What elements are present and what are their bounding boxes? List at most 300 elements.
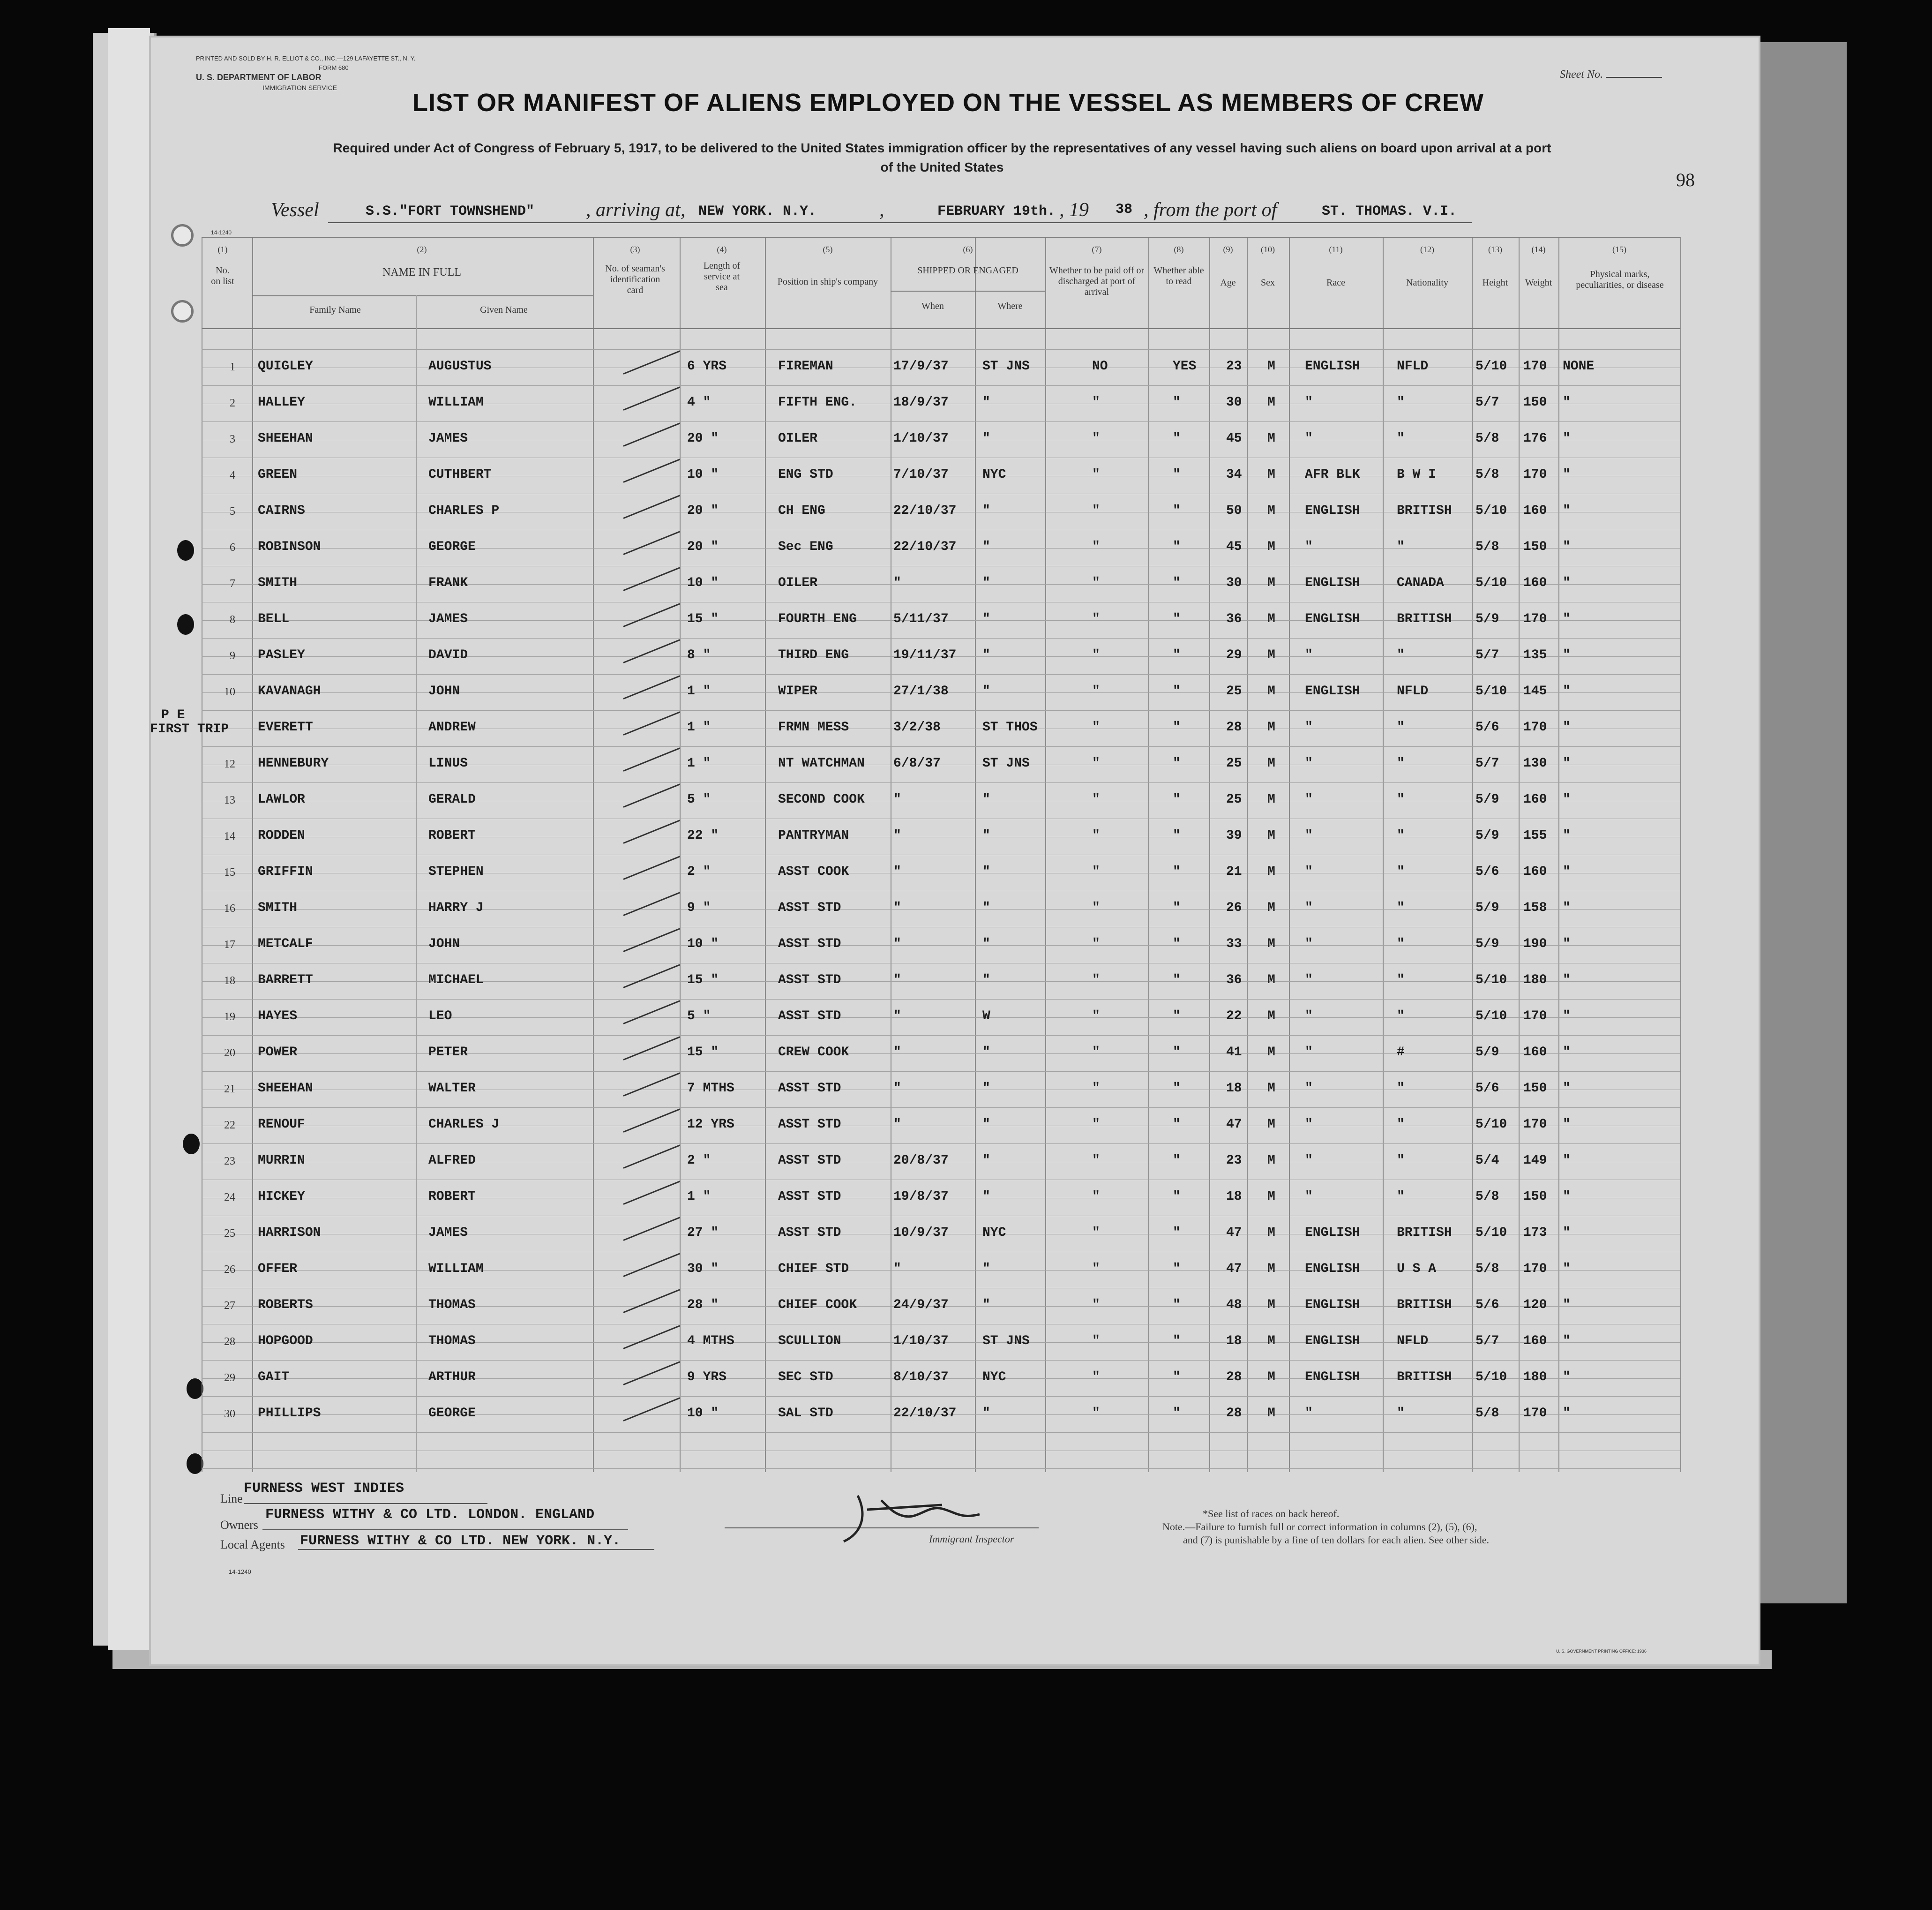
cell-age: 25 <box>1226 684 1242 699</box>
cell-where: NYC <box>982 1370 1006 1384</box>
cell-position: FRMN MESS <box>778 720 849 735</box>
cell-where: " <box>982 540 990 554</box>
cell-height: 5/10 <box>1475 576 1507 590</box>
cell-service: 5 " <box>687 1009 711 1023</box>
cell-age: 25 <box>1226 792 1242 807</box>
col8-num: (8) <box>1174 245 1184 254</box>
grid-rule-line <box>202 674 1680 675</box>
cell-family: EVERETT <box>258 720 313 735</box>
cell-family: HARRISON <box>258 1226 321 1240</box>
cell-when: 1/10/37 <box>893 431 949 446</box>
cell-paid: " <box>1092 467 1100 482</box>
grid-rule-line <box>202 1143 1680 1144</box>
cell-weight: 145 <box>1523 684 1547 699</box>
cell-paid: " <box>1092 1406 1100 1421</box>
cell-nationality: CANADA <box>1397 576 1444 590</box>
col2-num: (2) <box>417 245 427 254</box>
cell-marks: " <box>1563 467 1571 482</box>
cell-weight: 160 <box>1523 792 1547 807</box>
cell-where: " <box>982 648 990 662</box>
cell-read: " <box>1173 1370 1181 1384</box>
cell-weight: 180 <box>1523 973 1547 987</box>
form-code-top: 14-1240 <box>211 229 232 236</box>
cell-family: HALLEY <box>258 395 305 410</box>
owners-value: FURNESS WITHY & CO LTD. LONDON. ENGLAND <box>265 1507 595 1523</box>
cell-race: " <box>1305 1189 1313 1204</box>
cell-marks: " <box>1563 504 1571 518</box>
cell-sex: M <box>1267 1406 1275 1421</box>
cell-given: ANDREW <box>428 720 476 735</box>
cell-weight: 150 <box>1523 540 1547 554</box>
col4-num: (4) <box>717 245 727 254</box>
cell-family: OFFER <box>258 1262 298 1276</box>
cell-family: BARRETT <box>258 973 313 987</box>
cell-given: PETER <box>428 1045 468 1060</box>
cell-when: " <box>893 1262 901 1276</box>
row-number: 14 <box>224 830 235 842</box>
row-number: 21 <box>224 1083 235 1095</box>
cell-sex: M <box>1267 1226 1275 1240</box>
cell-weight: 150 <box>1523 395 1547 410</box>
cell-age: 26 <box>1226 901 1242 915</box>
cell-sex: M <box>1267 1117 1275 1132</box>
cell-service: 7 MTHS <box>687 1081 734 1096</box>
cell-sex: M <box>1267 1009 1275 1023</box>
cell-height: 5/9 <box>1475 792 1499 807</box>
row-number: 19 <box>224 1011 235 1023</box>
cell-where: " <box>982 1189 990 1204</box>
cell-family: SHEEHAN <box>258 431 313 446</box>
cell-age: 50 <box>1226 504 1242 518</box>
cell-read: " <box>1173 1045 1181 1060</box>
cell-given: JAMES <box>428 431 468 446</box>
manifest-subtitle <box>262 139 1622 177</box>
agents-value: FURNESS WITHY & CO LTD. NEW YORK. N.Y. <box>300 1533 621 1549</box>
cell-marks: " <box>1563 431 1571 446</box>
row-number: 18 <box>224 975 235 987</box>
cell-nationality: " <box>1397 865 1405 879</box>
cell-sex: M <box>1267 648 1275 662</box>
grid-rule-line <box>202 1432 1680 1433</box>
cell-read: " <box>1173 937 1181 951</box>
cell-sex: M <box>1267 937 1275 951</box>
cell-where: " <box>982 576 990 590</box>
cell-family: GREEN <box>258 467 298 482</box>
cell-service: 9 YRS <box>687 1370 727 1384</box>
cell-age: 41 <box>1226 1045 1242 1060</box>
cell-service: 15 " <box>687 1045 719 1060</box>
cell-when: " <box>893 1081 901 1096</box>
cell-paid: " <box>1092 1045 1100 1060</box>
cell-where: " <box>982 1406 990 1421</box>
cell-race: " <box>1305 1045 1313 1060</box>
cell-height: 5/8 <box>1475 467 1499 482</box>
cell-where: NYC <box>982 1226 1006 1240</box>
grid-rule-line <box>202 1017 1680 1018</box>
cell-service: 1 " <box>687 720 711 735</box>
cell-sex: M <box>1267 684 1275 699</box>
cell-height: 5/10 <box>1475 1370 1507 1384</box>
cell-paid: " <box>1092 828 1100 843</box>
col14-num: (14) <box>1531 245 1546 254</box>
cell-marks: " <box>1563 1117 1571 1132</box>
cell-sex: M <box>1267 540 1275 554</box>
cell-family: KAVANAGH <box>258 684 321 699</box>
col9-label: Age <box>1220 278 1236 288</box>
cell-marks: " <box>1563 1406 1571 1421</box>
cell-read: " <box>1173 576 1181 590</box>
cell-read: " <box>1173 395 1181 410</box>
sheet-no-text: Sheet No. <box>1560 68 1603 81</box>
col15-label: Physical marks, peculiarities, or disease <box>1576 269 1664 290</box>
cell-height: 5/9 <box>1475 901 1499 915</box>
cell-given: JOHN <box>428 937 460 951</box>
cell-service: 9 " <box>687 901 711 915</box>
cell-paid: " <box>1092 720 1100 735</box>
cell-where: " <box>982 792 990 807</box>
cell-paid: " <box>1092 792 1100 807</box>
cell-height: 5/7 <box>1475 1334 1499 1348</box>
cell-given: FRANK <box>428 576 468 590</box>
row-number: 23 <box>224 1155 235 1167</box>
cell-service: 1 " <box>687 1189 711 1204</box>
cell-read: " <box>1173 1334 1181 1348</box>
row-number: 5 <box>230 505 235 518</box>
cell-family: BELL <box>258 612 290 626</box>
cell-weight: 160 <box>1523 1334 1547 1348</box>
cell-paid: " <box>1092 612 1100 626</box>
subtitle-line-2: of the United States <box>880 159 1004 174</box>
cell-age: 47 <box>1226 1117 1242 1132</box>
cell-age: 48 <box>1226 1298 1242 1312</box>
cell-age: 23 <box>1226 359 1242 374</box>
row-number: 6 <box>230 541 235 554</box>
cell-position: ASST COOK <box>778 865 849 879</box>
grid-rule-line <box>202 945 1680 946</box>
cell-given: ROBERT <box>428 828 476 843</box>
punch-hole-2 <box>177 614 194 635</box>
cell-sex: M <box>1267 720 1275 735</box>
cell-family: RODDEN <box>258 828 305 843</box>
cell-when: " <box>893 1045 901 1060</box>
cell-paid: " <box>1092 395 1100 410</box>
cell-height: 5/10 <box>1475 684 1507 699</box>
cell-weight: 130 <box>1523 756 1547 771</box>
cell-position: THIRD ENG <box>778 648 849 662</box>
cell-when: " <box>893 973 901 987</box>
cell-marks: " <box>1563 1226 1571 1240</box>
vessel-label: Vessel <box>271 199 319 221</box>
cell-family: HENNEBURY <box>258 756 329 771</box>
cell-service: 2 " <box>687 1153 711 1168</box>
grid-vertical-line <box>1680 237 1681 1472</box>
row-number: 22 <box>224 1119 235 1131</box>
cell-nationality: " <box>1397 648 1405 662</box>
row-number: 25 <box>224 1227 235 1240</box>
cell-age: 21 <box>1226 865 1242 879</box>
cell-race: " <box>1305 1153 1313 1168</box>
cell-where: " <box>982 937 990 951</box>
cell-weight: 160 <box>1523 1045 1547 1060</box>
cell-where: " <box>982 1081 990 1096</box>
cell-race: " <box>1305 1406 1313 1421</box>
cell-when: 20/8/37 <box>893 1153 949 1168</box>
cell-nationality: BRITISH <box>1397 612 1452 626</box>
grid-rule-line <box>202 1360 1680 1361</box>
cell-marks: " <box>1563 865 1571 879</box>
cell-read: " <box>1173 792 1181 807</box>
cell-marks: " <box>1563 1298 1571 1312</box>
grid-rule-line <box>202 999 1680 1000</box>
cell-weight: 160 <box>1523 576 1547 590</box>
row-number: 10 <box>224 686 235 698</box>
cell-height: 5/6 <box>1475 865 1499 879</box>
cell-when: " <box>893 901 901 915</box>
cell-weight: 170 <box>1523 359 1547 374</box>
cell-height: 5/7 <box>1475 648 1499 662</box>
col1-label: No. on list <box>211 265 234 286</box>
cell-height: 5/9 <box>1475 1045 1499 1060</box>
cell-family: GAIT <box>258 1370 290 1384</box>
cell-nationality: " <box>1397 1117 1405 1132</box>
cell-service: 10 " <box>687 937 719 951</box>
cell-age: 18 <box>1226 1189 1242 1204</box>
cell-height: 5/10 <box>1475 1117 1507 1132</box>
grid-rule-line <box>202 746 1680 747</box>
cell-age: 28 <box>1226 1406 1242 1421</box>
owners-label: Owners <box>220 1518 258 1532</box>
cell-read: " <box>1173 648 1181 662</box>
cell-position: ASST STD <box>778 937 841 951</box>
cell-service: 10 " <box>687 576 719 590</box>
cell-race: ENGLISH <box>1305 1298 1360 1312</box>
grid-rule-line <box>202 1071 1680 1072</box>
cell-position: OILER <box>778 576 818 590</box>
grid-header-line <box>202 328 1680 329</box>
inspector-label: Immigrant Inspector <box>929 1533 1014 1545</box>
row-number: 28 <box>224 1336 235 1348</box>
cell-nationality: " <box>1397 973 1405 987</box>
cell-family: MURRIN <box>258 1153 305 1168</box>
cell-position: PANTRYMAN <box>778 828 849 843</box>
grid-rule-line <box>202 782 1680 783</box>
cell-marks: " <box>1563 1334 1571 1348</box>
cell-marks: " <box>1563 1081 1571 1096</box>
cell-position: Sec ENG <box>778 540 833 554</box>
cell-where: ST JNS <box>982 756 1030 771</box>
grid-rule-line <box>202 1053 1680 1054</box>
year-suffix: 38 <box>1116 202 1133 218</box>
cell-read: " <box>1173 467 1181 482</box>
cell-when: 7/10/37 <box>893 467 949 482</box>
cell-nationality: BRITISH <box>1397 1226 1452 1240</box>
from-label: , from the port of <box>1144 199 1277 221</box>
cell-marks: " <box>1563 1189 1571 1204</box>
col3-label: No. of seaman's identification card <box>605 263 665 295</box>
cell-age: 36 <box>1226 973 1242 987</box>
cell-where: ST JNS <box>982 1334 1030 1348</box>
cell-when: " <box>893 792 901 807</box>
col2-label: NAME IN FULL <box>382 266 461 278</box>
cell-given: GEORGE <box>428 540 476 554</box>
col4-label: Length of service at sea <box>703 261 741 293</box>
grid-rule-line <box>202 1035 1680 1036</box>
cell-height: 5/9 <box>1475 937 1499 951</box>
cell-read: " <box>1173 1262 1181 1276</box>
cell-when: " <box>893 1009 901 1023</box>
col7-label: Whether to be paid off or discharged at port of arrival <box>1049 265 1145 297</box>
cell-weight: 120 <box>1523 1298 1547 1312</box>
cell-paid: " <box>1092 1370 1100 1384</box>
cell-race: " <box>1305 720 1313 735</box>
cell-age: 22 <box>1226 1009 1242 1023</box>
form-number: FORM 680 <box>319 64 349 71</box>
row-number: 7 <box>230 578 235 590</box>
cell-where: " <box>982 1262 990 1276</box>
col7-num: (7) <box>1092 245 1102 254</box>
cell-when: 5/11/37 <box>893 612 949 626</box>
cell-nationality: BRITISH <box>1397 1370 1452 1384</box>
cell-paid: " <box>1092 1081 1100 1096</box>
cell-paid: " <box>1092 1009 1100 1023</box>
row-number: 9 <box>230 650 235 662</box>
grid-rule-line <box>202 1468 1680 1469</box>
cell-position: SAL STD <box>778 1406 833 1421</box>
cell-when: 22/10/37 <box>893 540 957 554</box>
vessel-line-rule <box>328 222 1472 223</box>
cell-given: ROBERT <box>428 1189 476 1204</box>
cell-height: 5/10 <box>1475 504 1507 518</box>
row-number: 17 <box>224 939 235 951</box>
cell-paid: " <box>1092 937 1100 951</box>
cell-paid: " <box>1092 431 1100 446</box>
cell-race: " <box>1305 792 1313 807</box>
cell-position: ASST STD <box>778 1153 841 1168</box>
cell-family: ROBERTS <box>258 1298 313 1312</box>
cell-nationality: " <box>1397 901 1405 915</box>
cell-when: " <box>893 828 901 843</box>
line-rule <box>244 1503 487 1504</box>
cell-read: " <box>1173 504 1181 518</box>
cell-service: 10 " <box>687 467 719 482</box>
cell-weight: 170 <box>1523 720 1547 735</box>
cell-when: " <box>893 1117 901 1132</box>
grid-rule-line <box>202 1107 1680 1108</box>
col5-label: Position in ship's company <box>777 277 878 287</box>
cell-when: 24/9/37 <box>893 1298 949 1312</box>
cell-marks: " <box>1563 720 1571 735</box>
cell-race: ENGLISH <box>1305 1370 1360 1384</box>
row-number: 12 <box>224 758 235 770</box>
cell-when: " <box>893 937 901 951</box>
cell-family: HAYES <box>258 1009 298 1023</box>
arriving-label: , arriving at, <box>586 199 686 221</box>
row-number: 24 <box>224 1191 235 1203</box>
margin-note-line-1: P E <box>161 708 185 722</box>
cell-where: " <box>982 612 990 626</box>
grid-rule-line <box>202 349 1680 350</box>
cell-height: 5/6 <box>1475 720 1499 735</box>
cell-position: CHIEF STD <box>778 1262 849 1276</box>
cell-given: THOMAS <box>428 1334 476 1348</box>
cell-given: WALTER <box>428 1081 476 1096</box>
note-line-2: Note.—Failure to furnish full or correct information in columns (2), (5), (6), <box>1162 1521 1477 1533</box>
cell-given: THOMAS <box>428 1298 476 1312</box>
cell-sex: M <box>1267 504 1275 518</box>
cell-nationality: " <box>1397 540 1405 554</box>
cell-read: " <box>1173 1153 1181 1168</box>
cell-service: 12 YRS <box>687 1117 734 1132</box>
col13-num: (13) <box>1488 245 1502 254</box>
grid-vertical-line <box>416 295 417 1472</box>
cell-read: " <box>1173 431 1181 446</box>
cell-where: " <box>982 1117 990 1132</box>
cell-paid: " <box>1092 540 1100 554</box>
cell-age: 30 <box>1226 576 1242 590</box>
cell-position: SECOND COOK <box>778 792 865 807</box>
cell-weight: 176 <box>1523 431 1547 446</box>
cell-race: " <box>1305 1009 1313 1023</box>
cell-nationality: " <box>1397 1189 1405 1204</box>
cell-weight: 155 <box>1523 828 1547 843</box>
cell-age: 18 <box>1226 1334 1242 1348</box>
cell-given: WILLIAM <box>428 395 484 410</box>
cell-age: 33 <box>1226 937 1242 951</box>
cell-given: CUTHBERT <box>428 467 492 482</box>
cell-read: " <box>1173 1298 1181 1312</box>
cell-height: 5/10 <box>1475 1226 1507 1240</box>
cell-nationality: BRITISH <box>1397 504 1452 518</box>
row-number: 3 <box>230 433 235 445</box>
col9-num: (9) <box>1223 245 1233 254</box>
cell-paid: " <box>1092 504 1100 518</box>
cell-where: " <box>982 1298 990 1312</box>
row-number: 20 <box>224 1047 235 1059</box>
cell-height: 5/4 <box>1475 1153 1499 1168</box>
cell-paid: " <box>1092 684 1100 699</box>
cell-where: " <box>982 1045 990 1060</box>
cell-nationality: " <box>1397 1081 1405 1096</box>
cell-race: AFR BLK <box>1305 467 1360 482</box>
gpo-line: U. S. GOVERNMENT PRINTING OFFICE: 1936 <box>1556 1649 1647 1654</box>
grid-rule-line <box>202 385 1680 386</box>
cell-height: 5/8 <box>1475 1189 1499 1204</box>
cell-weight: 170 <box>1523 1262 1547 1276</box>
cell-where: " <box>982 431 990 446</box>
cell-sex: M <box>1267 576 1275 590</box>
cell-sex: M <box>1267 865 1275 879</box>
cell-nationality: # <box>1397 1045 1405 1060</box>
cell-age: 23 <box>1226 1153 1242 1168</box>
cell-marks: " <box>1563 395 1571 410</box>
cell-where: ST JNS <box>982 359 1030 374</box>
cell-service: 22 " <box>687 828 719 843</box>
cell-position: ENG STD <box>778 467 833 482</box>
cell-service: 30 " <box>687 1262 719 1276</box>
col6-when: When <box>921 301 944 311</box>
cell-when: 19/8/37 <box>893 1189 949 1204</box>
cell-marks: " <box>1563 937 1571 951</box>
cell-nationality: " <box>1397 937 1405 951</box>
cell-weight: 180 <box>1523 1370 1547 1384</box>
cell-family: LAWLOR <box>258 792 305 807</box>
cell-race: ENGLISH <box>1305 576 1360 590</box>
year-prefix: , 19 <box>1059 199 1089 221</box>
col13-label: Height <box>1482 278 1508 288</box>
row-number: 30 <box>224 1408 235 1420</box>
binder-ring-2 <box>171 300 194 323</box>
cell-family: GRIFFIN <box>258 865 313 879</box>
